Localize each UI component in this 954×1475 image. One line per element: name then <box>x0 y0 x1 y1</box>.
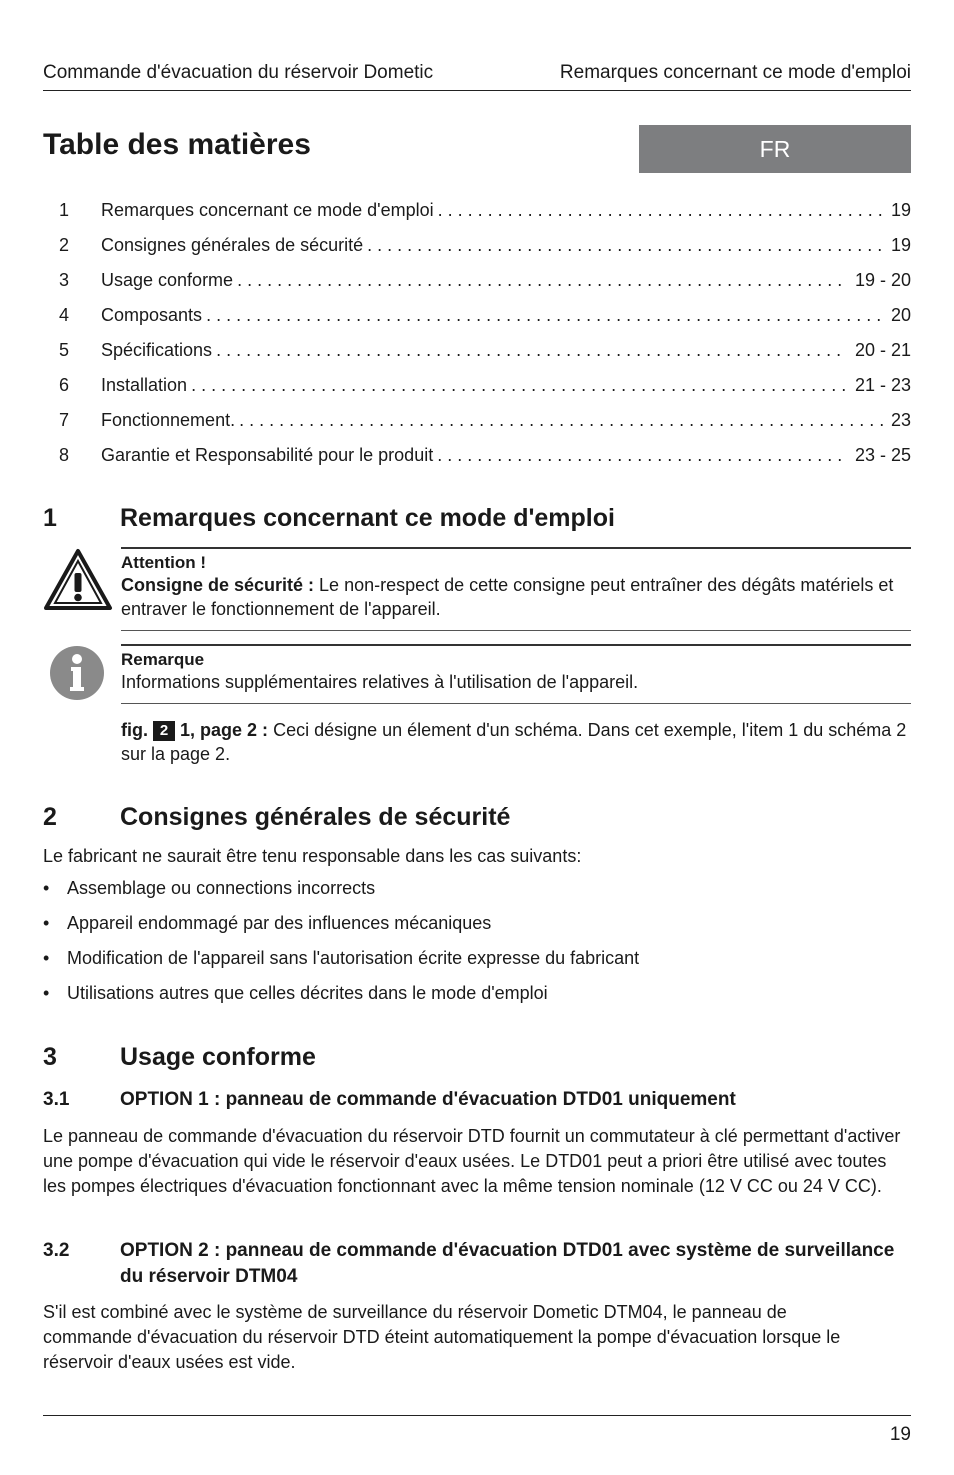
attention-bottom-rule <box>121 630 911 631</box>
fig-prefix: fig. <box>121 720 148 740</box>
attention-heading: Attention ! <box>121 553 206 572</box>
toc-entry-number: 2 <box>59 235 70 255</box>
fig-reference: 1, page 2 : <box>175 720 269 740</box>
header-section-title: Remarques concernant ce mode d'emploi <box>559 62 911 83</box>
toc-entry-page: 19 <box>890 235 911 255</box>
toc-entry-label: Remarques concernant ce mode d'emploi <box>101 200 438 221</box>
toc-leader-dots <box>438 200 883 221</box>
toc-entry-page: 19 - 20 <box>854 270 911 290</box>
liability-exclusions-list <box>43 878 911 1018</box>
toc-entry-page: 23 <box>890 410 911 430</box>
subsection-3-1-heading <box>43 1087 911 1113</box>
list-item: • Modification de l'appareil sans l'autorisation écrite expresse du fabricant <box>43 948 640 968</box>
toc-leader-dots <box>191 375 847 396</box>
toc-entry-number: 4 <box>59 305 70 325</box>
attention-notice <box>121 547 911 621</box>
toc-entry-label: Spécifications <box>101 340 216 361</box>
toc-entry[interactable] <box>43 305 911 340</box>
toc-entry[interactable] <box>43 445 911 480</box>
toc-entry-label: Usage conforme <box>101 270 237 291</box>
section-number: 3 <box>43 1043 57 1071</box>
toc-entry-page: 20 <box>890 305 911 325</box>
list-item-text: Appareil endommagé par des influences mécaniques <box>67 913 492 933</box>
subsection-number: 3.2 <box>43 1240 70 1261</box>
list-item: • Utilisations autres que celles décrites dans le mode d'emploi <box>43 983 548 1003</box>
footer-rule <box>43 1415 911 1416</box>
toc-leader-dots <box>239 410 883 431</box>
toc-entry-label: Consignes générales de sécurité <box>101 235 367 256</box>
fig-body: Ceci désigne un élement d'un schéma. Dans cet exemple, l'item 1 du schéma 2 sur la page 2. <box>121 720 907 764</box>
section-3-heading <box>43 1043 316 1072</box>
toc-leader-dots <box>237 270 847 291</box>
list-item: • Appareil endommagé par des influences mécaniques <box>43 913 492 933</box>
toc-entry[interactable] <box>43 235 911 270</box>
attention-body-text: Le non-respect de cette consigne peut entraîner des dégâts matériels et entraver le fonctionnement de l'appareil. <box>121 575 894 619</box>
toc-entry-page: 21 - 23 <box>854 375 911 395</box>
toc-leader-dots <box>367 235 883 256</box>
list-item-text: Assemblage ou connections incorrects <box>67 878 376 898</box>
toc-entry-number: 8 <box>59 445 70 465</box>
toc-entry-label: Fonctionnement. <box>101 410 239 431</box>
running-header <box>43 60 911 91</box>
toc-title: Table des matières <box>43 128 311 161</box>
toc-entry[interactable] <box>43 410 911 445</box>
attention-body-label: Consigne de sécurité : <box>121 575 315 595</box>
note-bottom-rule <box>121 703 911 704</box>
figure-reference-explanation <box>121 718 911 766</box>
section-title: Remarques concernant ce mode d'emploi <box>120 504 615 532</box>
list-item-text: Modification de l'appareil sans l'autorisation écrite expresse du fabricant <box>67 948 640 968</box>
table-of-contents <box>43 200 911 480</box>
note-body: Informations supplémentaires relatives à l'utilisation de l'appareil. <box>121 672 639 692</box>
note-notice <box>121 644 911 694</box>
toc-leader-dots <box>437 445 847 466</box>
toc-entry[interactable] <box>43 340 911 375</box>
toc-entry-number: 6 <box>59 375 70 395</box>
subsection-3-1-body: Le panneau de commande d'évacuation du réservoir DTD fournit un commutateur à clé permettant d'activer une pompe d'évacuation qui vide le réservoir d'eaux usées. Le DTD01 peut a priori être utilisé avec toutes les pompes électriques d'évacuation fonctionnant avec la même tension nominale (12 V CC ou 24 V CC). <box>43 1126 901 1196</box>
subsection-title: OPTION 2 : panneau de commande d'évacuation DTD01 avec système de surveillance du réservoir DTM04 <box>120 1240 895 1287</box>
section-title: Usage conforme <box>120 1043 316 1071</box>
toc-leader-dots <box>216 340 847 361</box>
toc-leader-dots <box>206 305 883 326</box>
attention-body <box>121 573 911 621</box>
toc-entry-number: 5 <box>59 340 70 360</box>
subsection-3-2-body: S'il est combiné avec le système de surveillance du réservoir Dometic DTM04, le panneau de commande d'évacuation du réservoir DTD éteint automatiquement la pompe d'évacuation lorsque le réservoir d'eaux usées est vide. <box>43 1302 841 1372</box>
section-title: Consignes générales de sécurité <box>120 803 511 831</box>
toc-entry-label: Installation <box>101 375 191 396</box>
toc-entry-number: 1 <box>59 200 70 220</box>
warning-triangle-icon <box>43 548 113 612</box>
toc-entry[interactable] <box>43 200 911 235</box>
note-heading: Remarque <box>121 650 205 669</box>
subsection-3-2-heading <box>43 1238 911 1290</box>
header-product-title: Commande d'évacuation du réservoir Dometic <box>43 62 434 83</box>
subsection-number: 3.1 <box>43 1089 70 1110</box>
section-number: 1 <box>43 504 57 532</box>
toc-entry-number: 7 <box>59 410 70 430</box>
language-tab: FR <box>639 125 911 173</box>
toc-entry-page: 19 <box>890 200 911 220</box>
info-icon <box>49 645 105 701</box>
page-number: 19 <box>889 1424 911 1445</box>
toc-entry-page: 23 - 25 <box>854 445 911 465</box>
list-item: • Assemblage ou connections incorrects <box>43 878 376 898</box>
toc-entry-number: 3 <box>59 270 70 290</box>
figure-number-badge: 2 <box>153 721 175 741</box>
section-2-heading <box>43 803 510 832</box>
list-item-text: Utilisations autres que celles décrites dans le mode d'emploi <box>67 983 548 1003</box>
section-1-heading <box>43 504 615 533</box>
toc-entry[interactable] <box>43 375 911 410</box>
toc-entry-page: 20 - 21 <box>854 340 911 360</box>
toc-entry[interactable] <box>43 270 911 305</box>
toc-entry-label: Composants <box>101 305 206 326</box>
section-2-intro: Le fabricant ne saurait être tenu responsable dans les cas suivants: <box>43 846 582 866</box>
subsection-title: OPTION 1 : panneau de commande d'évacuation DTD01 uniquement <box>120 1089 736 1110</box>
section-number: 2 <box>43 803 57 831</box>
toc-entry-label: Garantie et Responsabilité pour le produit <box>101 445 437 466</box>
